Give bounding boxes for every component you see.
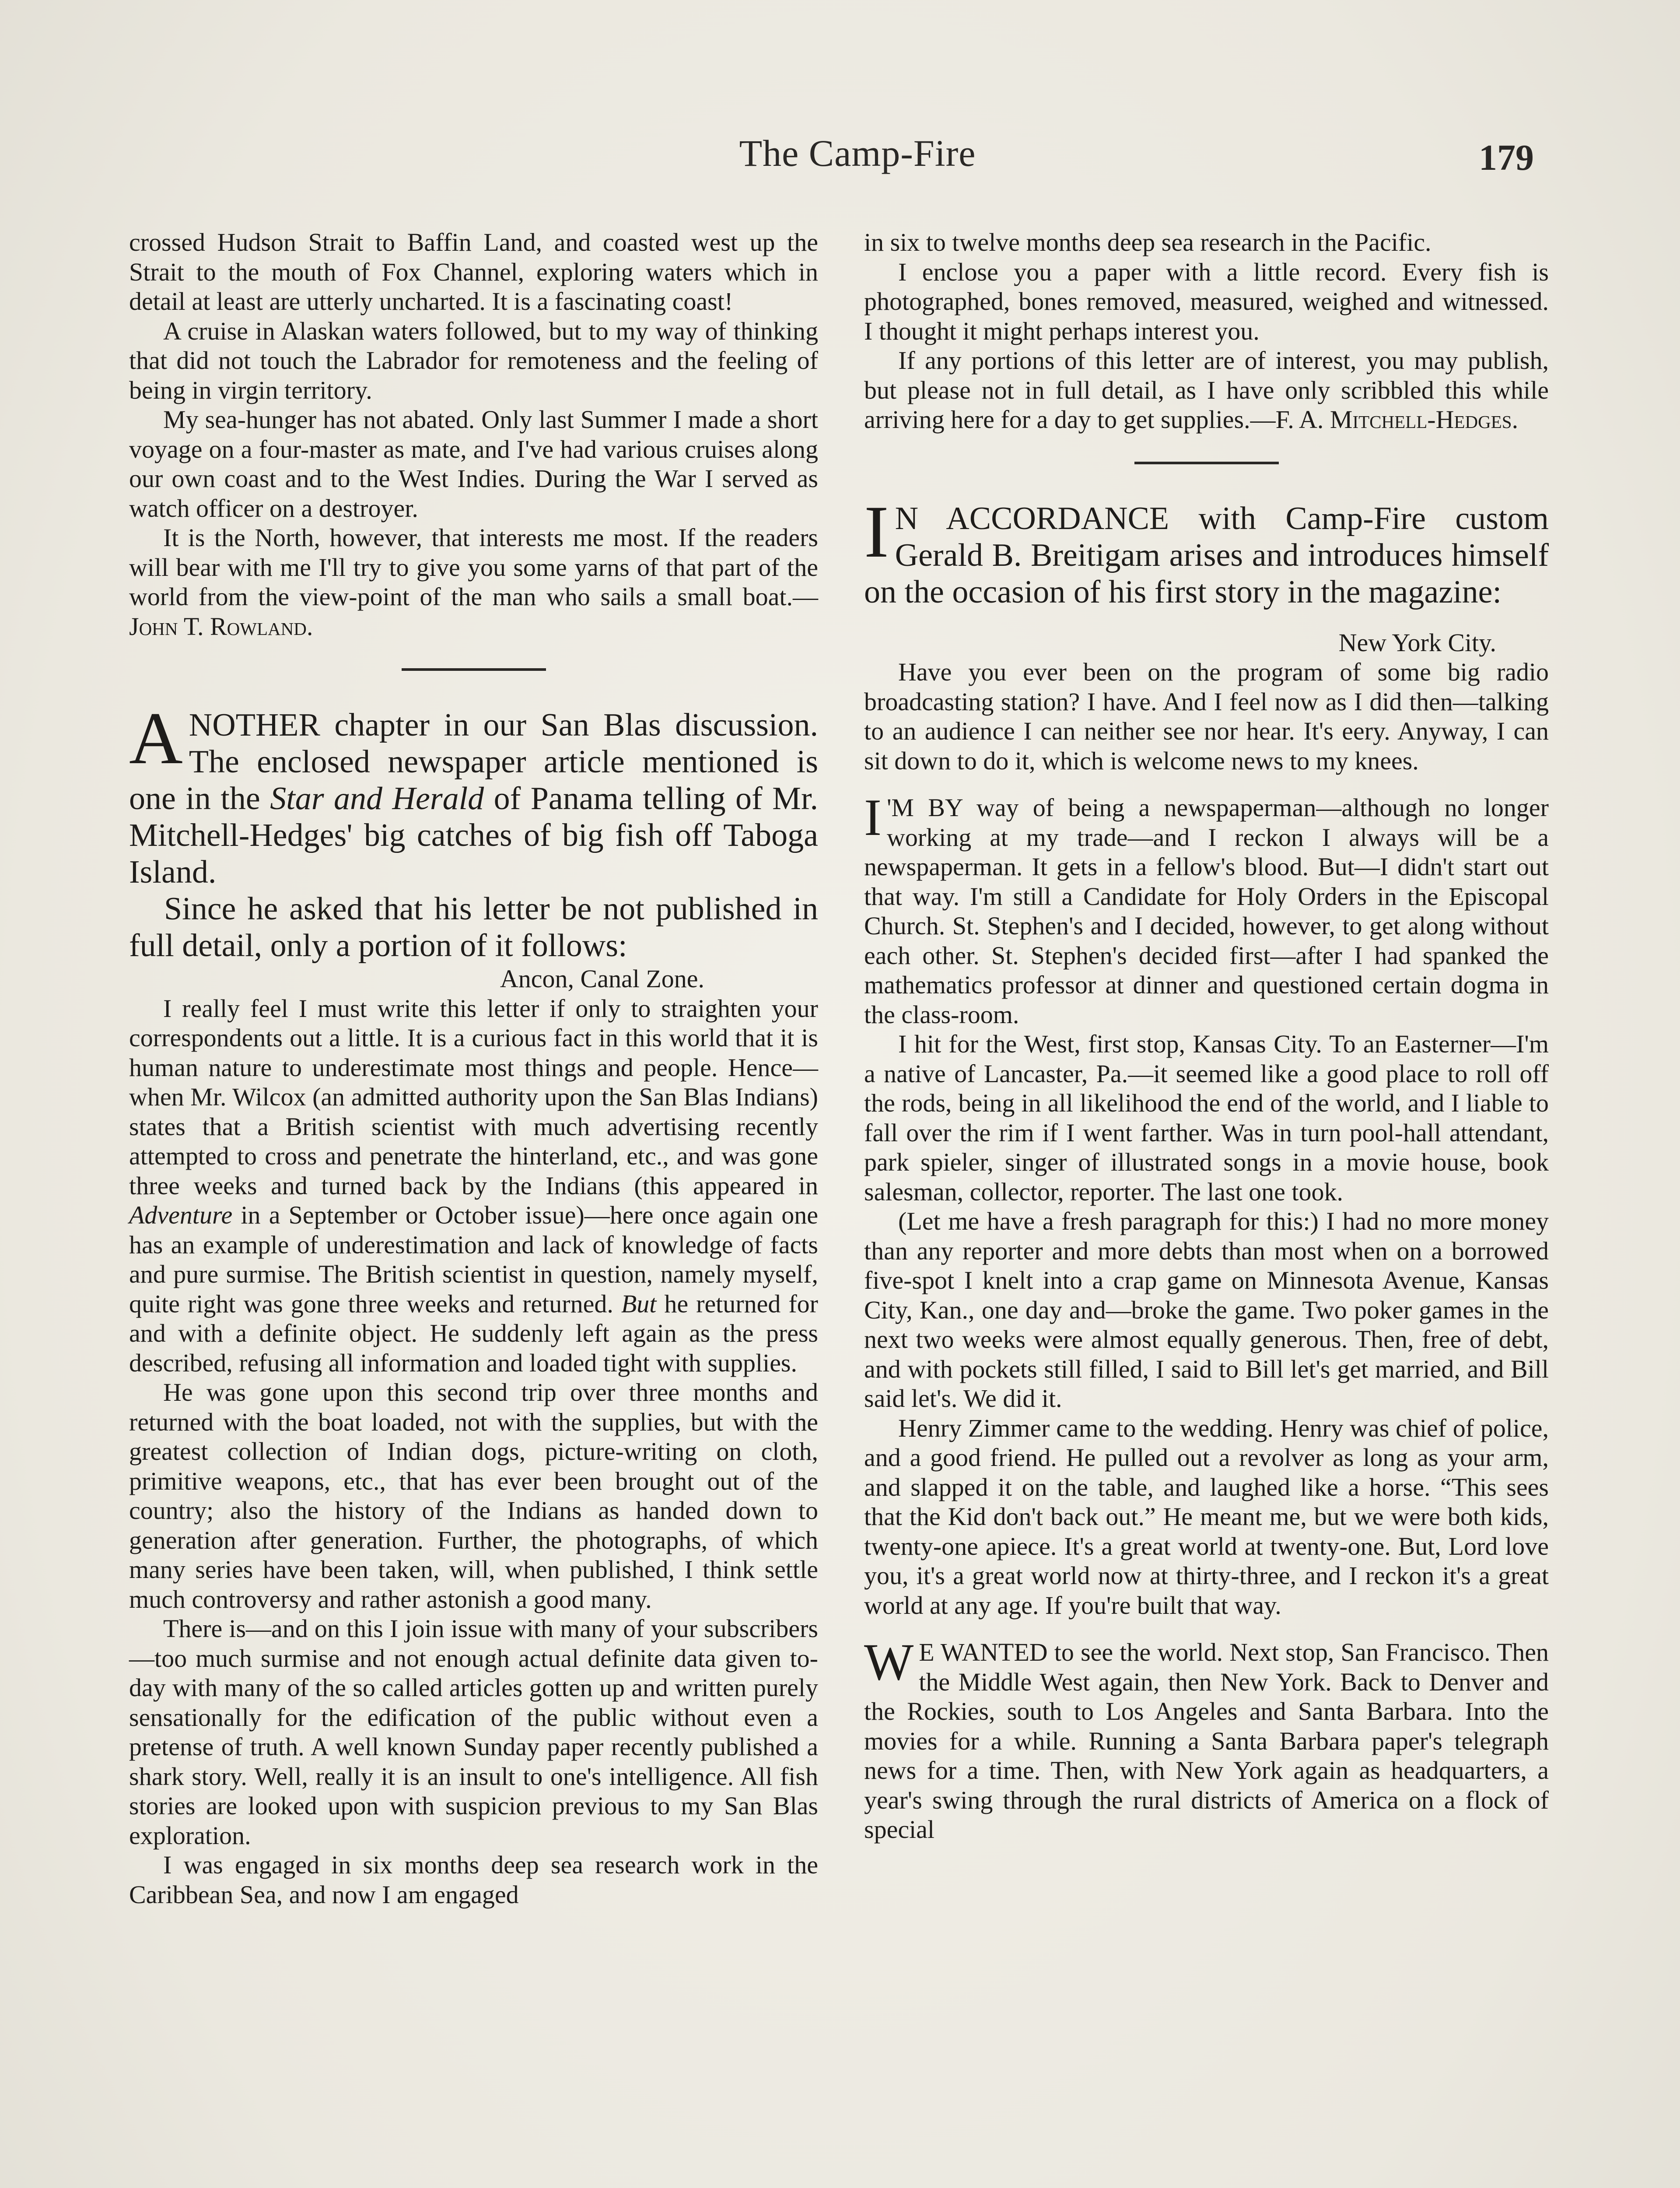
dateline: Ancon, Canal Zone.: [500, 964, 704, 993]
letter-paragraph: I hit for the West, first stop, Kansas City. To an Easterner—I'm a native of Lancaster, Pa.—it seemed like a good place to roll off the rods, being in all likelihood the end of the world, and I liable to fall over the rim if I went farther. Was in turn pool-hall attendant, park spieler, singer of illustrated songs in a movie house, book salesman, collector, reporter. The last one took.: [864, 1030, 1549, 1206]
signature: F. A. Mitchell-Hedges.: [1275, 405, 1519, 434]
drop-cap: I: [864, 490, 889, 573]
paragraph: in six to twelve months deep sea research in the Pacific.: [864, 228, 1432, 256]
letter-paragraph: Have you ever been on the program of some big radio broadcasting station? I have. And I feel now as I did then—talking to an audience I can neither see nor hear. It's eery. Anyway, I can sit down to do it, which is welcome news to my knees.: [864, 658, 1549, 775]
letter-paragraph: There is—and on this I join issue with many of your subscribers—too much surmise and not enough actual definite data given to-day with many of the so called articles gotten up and written purely sensationally for the edification of the public without even a pretense of truth. A well known Sunday paper recently published a shark story. Well, really it is an insult to one's intelligence. All fish stories are looked upon with suspicion previous to my San Blas exploration.: [129, 1614, 818, 1850]
paragraph-text: E WANTED to see the world. Next stop, San Francisco. Then the Middle West again, then New York. Back to Denver and the Rockies, south to Los Angeles and Santa Barbara. Into the movies for a while. Running a Santa Barbara paper's telegraph news for a time. Then, with New York again as headquarters, a year's swing through the rural districts of America on a flock of special: [864, 1638, 1549, 1844]
left-column: [129, 228, 818, 1909]
section-divider: [402, 668, 546, 671]
section-intro: [864, 490, 1549, 610]
section-intro: Since he asked that his letter be not published in full detail, only a portion of it follows:: [129, 891, 818, 964]
paragraph: [864, 346, 1549, 435]
right-column: [864, 228, 1549, 1844]
running-header: The Camp-Fire: [739, 132, 976, 174]
letter-paragraph: [864, 788, 1549, 1029]
dateline: New York City.: [1338, 628, 1496, 657]
paragraph-text: in a September or October issue)—here once again one has an example of underestimation and lack of knowledge of facts and pure surmise. The British scientist in question, namely myself, quite right was gone three weeks and returned.: [129, 1201, 818, 1318]
italic-text: Adventure: [129, 1201, 233, 1229]
letter-paragraph: [864, 1633, 1549, 1844]
drop-cap: W: [864, 1633, 914, 1691]
drop-cap: I: [864, 788, 882, 846]
paragraph-text: It is the North, however, that interests me most. If the readers will bear with me I'll try to give you some yarns of that part of the world from the view-point of the man who sails a small boat.—: [129, 523, 818, 611]
intro-text: N ACCORDANCE with Camp-Fire custom Gerald B. Breitigam arises and introduces himself on the occasion of his first story in the magazine:: [864, 500, 1549, 610]
paragraph: A cruise in Alaskan waters followed, but to my way of thinking that did not touch the Labrador for remoteness and the feeling of being in virgin territory.: [129, 316, 818, 404]
letter-paragraph: He was gone upon this second trip over three months and returned with the boat loaded, not with the supplies, but with the greatest collection of Indian dogs, picture-writing on cloth, primitive weapons, etc., that has ever been brought out of the country; also the history of the Indians as handed down to generation after generation. Further, the photographs, of which many series have been taken, will, when published, I think settle much controversy and rather astonish a good many.: [129, 1378, 818, 1613]
paragraph-text: he returned for and with a definite object. He suddenly left again as the press described, refusing all information and loaded tight with supplies.: [129, 1289, 818, 1377]
paragraph: [129, 523, 818, 641]
signature: John T. Rowland.: [129, 612, 313, 641]
paragraph-text: If any portions of this letter are of interest, you may publish, but please not in full detail, as I have only scribbled this while arriving here for a day to get supplies.—: [864, 346, 1549, 434]
letter-paragraph: I was engaged in six months deep sea research work in the Caribbean Sea, and now I am engaged: [129, 1851, 818, 1909]
intro-text: of Panama telling of Mr. Mitchell-Hedges' big catches of big fish off Taboga Island.: [129, 781, 819, 890]
intro-italic: Star and Herald: [270, 781, 484, 817]
letter-paragraph: Henry Zimmer came to the wedding. Henry was chief of police, and a good friend. He pulled out a revolver as long as your arm, and slapped it on the table, and laughed like a horse. “This sees that the Kid don't back out.” He meant me, but we were both kids, twenty-one apiece. It's a great world at twenty-one. But, Lord love you, it's a great world now at thirty-three, and I reckon it's a great world at any age. If you're built that way.: [864, 1413, 1549, 1620]
section-divider: [1134, 462, 1279, 464]
page-number: 179: [1479, 137, 1534, 178]
letter-paragraph: (Let me have a fresh paragraph for this:) I had no more money than any reporter and more debts than most when on a borrowed five-spot I knelt into a crap game on Minnesota Avenue, Kansas City, Kan., one day and—broke the game. Two poker games in the next two weeks were almost equally generous. Then, free of debt, and with pockets still filled, I said to Bill let's get married, and Bill said let's. We did it.: [864, 1207, 1549, 1413]
section-intro: [129, 697, 819, 891]
intro-text: NOTHER chapter in our San Blas discussion. The enclosed newspaper article mentioned is one in the: [129, 707, 818, 817]
paragraph-text: I really feel I must write this letter if only to straighten your correspondents out a little. It is a curious fact in this world that it is human nature to underestimate most things and people. Hence—when Mr. Wilcox (an admitted authority upon the San Blas Indians) states that a British scientist with much advertising recently attempted to cross and penetrate the hinterland, etc., and was gone three weeks and turned back by the Indians (this appeared in: [129, 994, 818, 1200]
italic-text: But: [621, 1289, 657, 1318]
paragraph: I enclose you a paper with a little record. Every fish is photographed, bones removed, measured, weighed and witnessed. I thought it might perhaps interest you.: [864, 257, 1549, 345]
paragraph: crossed Hudson Strait to Baffin Land, and coasted west up the Strait to the mouth of Fox Channel, exploring waters which in detail at least are utterly uncharted. It is a fascinating coast!: [129, 228, 818, 316]
letter-paragraph: [129, 994, 818, 1378]
paragraph-text: 'M BY way of being a newspaperman—although no longer working at my trade—and I reckon I always will be a newspaperman. It gets in a fellow's blood. But—I didn't start out that way. I'm still a Candidate for Holy Orders in the Episcopal Church. St. Stephen's and I decided, however, to get along without each other. St. Stephen's decided first—after I had spanked the mathematics professor at dinner and questioned certain dogma in the class-room.: [864, 793, 1549, 1029]
drop-cap: A: [129, 697, 183, 779]
paragraph: My sea-hunger has not abated. Only last Summer I made a short voyage on a four-master as mate, and I've had various cruises along our own coast and to the West Indies. During the War I served as watch officer on a destroyer.: [129, 405, 818, 522]
